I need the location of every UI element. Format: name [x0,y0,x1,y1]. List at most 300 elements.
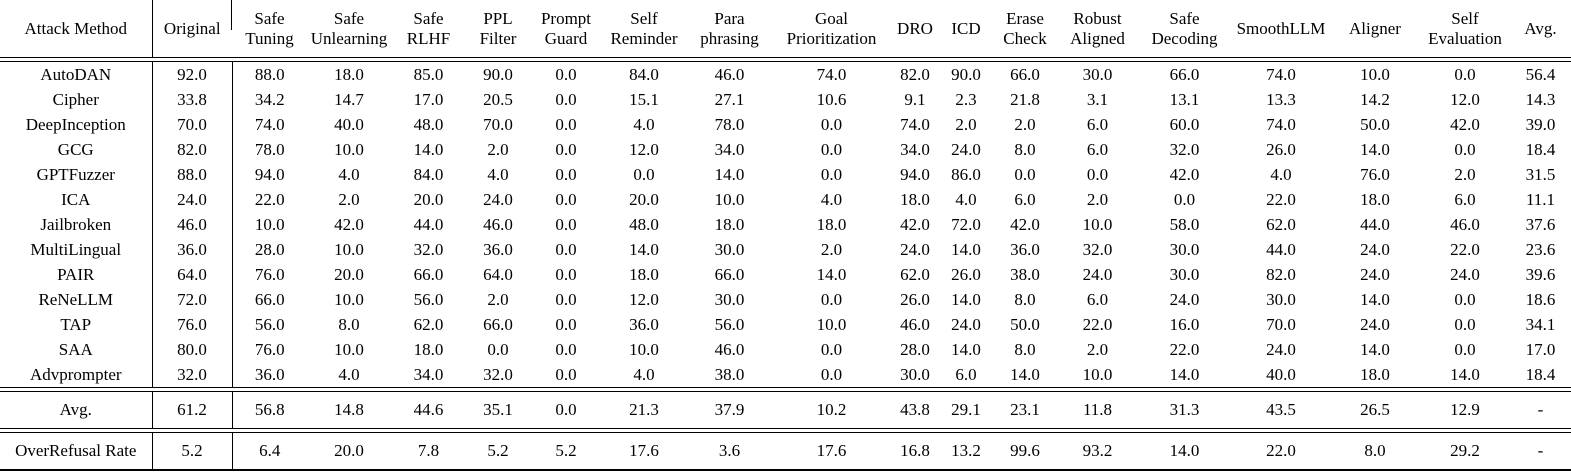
table-cell: 82.0 [900,64,930,84]
table-cell: 44.6 [413,400,444,420]
table-cell: 62.0 [1266,214,1296,234]
table-cell: 74.0 [254,114,285,134]
table-cell: 22.0 [1082,314,1113,334]
table-cell: 18.4 [1525,364,1556,384]
table-cell: 32.0 [1082,239,1113,259]
table-row-multilingual [0,237,1571,262]
table-cell: 99.6 [1010,441,1040,461]
table-cell: 37.9 [714,400,745,420]
table-cell: 17.0 [1525,339,1556,359]
table-cell: 4.0 [820,189,843,209]
table-cell: 36.0 [629,314,659,334]
table-cell: 18.0 [816,214,847,234]
table-cell: 10.0 [1360,64,1390,84]
table-cell: 0.0 [1014,164,1036,184]
table-row-pair [0,262,1571,287]
table-cell: 74.0 [1266,64,1296,84]
table-cell: 18.6 [1525,289,1556,309]
table-cell: 56.0 [714,314,745,334]
table-cell: 0.0 [820,339,843,359]
table-cell: 82.0 [1266,264,1296,284]
table-cell: 86.0 [951,164,981,184]
table-cell: 6.0 [1086,139,1109,159]
table-cell: 84.0 [413,164,444,184]
table-cell: 26.0 [900,289,930,309]
table-cell: 43.5 [1266,400,1296,420]
col-header-label-line: Safe [333,9,365,29]
col-header-goal-prioritization [773,0,890,57]
table-cell: 24.0 [1266,339,1296,359]
table-cell: 48.0 [413,114,444,134]
table-row-ica [0,187,1571,212]
table-cell: 13.3 [1266,89,1296,109]
table-cell: 0.0 [555,289,577,309]
table-cell: 26.0 [1266,139,1296,159]
table-cell: 21.8 [1010,89,1040,109]
table-row-renellm [0,287,1571,312]
table-cell: 64.0 [152,262,232,287]
table-row-cipher [0,87,1571,112]
table-cell: 10.0 [629,339,659,359]
col-header-label-line: Aligner [1349,18,1401,38]
col-header-label-line: Safe [254,9,285,29]
col-header-label-line: Unlearning [310,28,388,48]
table-cell: 14.0 [951,289,981,309]
table-cell: 2.3 [955,89,977,109]
table-cell: 0.0 [555,339,577,359]
table-cell: 56.8 [254,400,285,420]
table-cell: 24.0 [1082,264,1113,284]
table-cell: 40.0 [1266,364,1296,384]
table-row-gcg [0,137,1571,162]
table-cell: 46.0 [152,212,232,237]
table-cell: 23.6 [1525,239,1556,259]
table-cell: 10.2 [816,400,847,420]
table-cell: 0.0 [1454,139,1476,159]
table-cell: 76.0 [1360,164,1390,184]
table-cell: 8.0 [338,314,360,334]
table-cell: 31.5 [1525,164,1556,184]
table-cell: 24.0 [900,239,930,259]
table-cell: 18.0 [413,339,444,359]
table-cell: 36.0 [152,237,232,262]
table-row-gptfuzzer [0,162,1571,187]
col-header-ppl-filter [466,0,530,57]
table-cell: 14.0 [714,164,745,184]
table-cell: 6.4 [259,441,281,461]
row-label: ReNeLLM [0,287,152,312]
table-cell: 0.0 [820,289,843,309]
col-header-label-line: DRO [897,18,933,38]
table-cell: 20.0 [334,441,364,461]
table-cell: 34.0 [413,364,444,384]
row-label: TAP [0,312,152,337]
table-cell: 64.0 [483,264,513,284]
table-cell: 16.8 [900,441,930,461]
col-header-label-line: RLHF [406,28,451,48]
table-cell: 42.0 [1169,164,1200,184]
table-cell: 0.0 [555,164,577,184]
table-row-jailbroken [0,212,1571,237]
col-header-label-line: Para [714,9,745,29]
table-cell: 24.0 [1360,314,1390,334]
col-header-label-line: Goal [814,9,849,29]
table-cell: 12.0 [629,289,659,309]
table-cell: 10.6 [816,89,847,109]
col-header-label-line: Safe [413,9,444,29]
table-cell: 2.0 [1086,339,1109,359]
table-cell: 12.0 [1450,89,1480,109]
table-cell: 38.0 [714,364,745,384]
table-cell: 4.0 [338,364,360,384]
table-cell: 30.0 [1082,64,1113,84]
table-cell: 34.0 [900,139,930,159]
table-cell: 26.0 [951,264,981,284]
table-cell: 94.0 [900,164,930,184]
col-header-label-line: Prompt [540,9,592,29]
table-cell: 14.3 [1525,89,1556,109]
col-header-label-line: Self [1451,9,1479,29]
table-cell: 0.0 [555,64,577,84]
col-header-safe-unlearning [307,0,391,57]
col-header-safe-decoding [1137,0,1232,57]
table-cell: 10.0 [254,214,285,234]
table-cell: 4.0 [633,114,655,134]
table-cell: 46.0 [714,339,745,359]
row-label: Cipher [0,87,152,112]
table-cell: 17.0 [413,89,444,109]
table-cell: 66.0 [1010,64,1040,84]
table-cell: 11.1 [1525,189,1556,209]
table-cell: 14.0 [1010,364,1040,384]
table-cell: 4.0 [633,364,655,384]
table-cell: 2.0 [1086,189,1109,209]
table-cell: 22.0 [1450,239,1480,259]
col-header-aligner [1330,0,1420,57]
table-cell: 27.1 [714,89,745,109]
table-cell: 32.0 [152,362,232,387]
table-row-overrefusal-rate [0,433,1571,469]
table-cell: 66.0 [483,314,513,334]
table-cell: 13.2 [951,441,981,461]
table-cell: 10.0 [1082,214,1113,234]
row-label: OverRefusal Rate [0,433,152,469]
table-cell: 2.0 [955,114,977,134]
table-cell: 24.0 [1360,264,1390,284]
table-cell: 13.1 [1169,89,1200,109]
table-cell: 78.0 [714,114,745,134]
table-cell: 14.0 [1169,364,1200,384]
table-cell: 24.0 [152,187,232,212]
table-cell: 8.0 [1364,441,1386,461]
table-cell: 6.0 [955,364,977,384]
table-cell: 36.0 [254,364,285,384]
table-cell: 0.0 [633,164,655,184]
table-cell: 28.0 [254,239,285,259]
table-cell: 24.0 [483,189,513,209]
table-cell: 15.1 [629,89,659,109]
table-cell: 46.0 [483,214,513,234]
col-header-original [152,0,232,57]
table-cell: 23.1 [1010,400,1040,420]
table-cell: 78.0 [254,139,285,159]
table-cell: 20.0 [629,189,659,209]
table-cell: 43.8 [900,400,930,420]
table-cell: 32.0 [1169,139,1200,159]
table-cell: 0.0 [555,314,577,334]
table-cell: 10.0 [1082,364,1113,384]
row-label: SAA [0,337,152,362]
table-cell: 0.0 [555,264,577,284]
col-header-label-line: Check [1003,28,1047,48]
table-cell: 70.0 [1266,314,1296,334]
table-cell: 14.0 [1450,364,1480,384]
table-cell: 30.0 [1266,289,1296,309]
table-cell: 46.0 [1450,214,1480,234]
table-cell: 0.0 [820,139,843,159]
table-cell: 66.0 [254,289,285,309]
row-label: AutoDAN [0,62,152,87]
table-cell: 29.1 [951,400,981,420]
table-cell: 60.0 [1169,114,1200,134]
table-cell: 2.0 [338,189,360,209]
table-cell: 10.0 [334,139,364,159]
col-header-label-line: Reminder [610,28,678,48]
table-cell: 56.4 [1525,64,1556,84]
col-header-label-line: Aligned [1070,28,1125,48]
table-cell: 62.0 [900,264,930,284]
table-cell: 29.2 [1450,441,1480,461]
table-cell: 84.0 [629,64,659,84]
table-cell: 0.0 [555,114,577,134]
table-cell: 20.0 [413,189,444,209]
table-cell: 6.0 [1454,189,1476,209]
table-cell: 4.0 [338,164,360,184]
table-cell: 42.0 [1010,214,1040,234]
table-cell: 14.7 [334,89,364,109]
col-header-label-line: Erase [1006,9,1044,29]
table-cell: 6.0 [1086,114,1109,134]
table-cell: 14.2 [1360,89,1390,109]
table-cell: 70.0 [152,112,232,137]
col-header-dro [890,0,940,57]
table-cell: 11.8 [1082,400,1113,420]
col-header-label-line: Prioritization [786,28,877,48]
table-row-avg [0,392,1571,428]
table-cell: 4.0 [1270,164,1292,184]
table-cell: 14.0 [1360,339,1390,359]
table-cell: - [1537,441,1544,461]
table-cell: 0.0 [1454,314,1476,334]
table-cell: 88.0 [152,162,232,187]
col-header-label-line: SmoothLLM [1236,18,1326,38]
table-cell: 24.0 [951,139,981,159]
table-cell: 40.0 [334,114,364,134]
table-cell: 34.1 [1525,314,1556,334]
header-row [0,0,1571,57]
table-cell: 34.0 [714,139,745,159]
table-cell: 0.0 [555,214,577,234]
table-cell: 14.8 [334,400,364,420]
table-cell: 44.0 [1266,239,1296,259]
table-cell: 30.0 [900,364,930,384]
table-cell: 50.0 [1360,114,1390,134]
col-header-label-line: Filter [479,28,517,48]
table-cell: 22.0 [1266,441,1296,461]
col-header-label-line: PPL [483,9,513,29]
col-header-avg [1510,0,1571,57]
col-header-safe-tuning [232,0,307,57]
table-cell: 56.0 [254,314,285,334]
table-cell: 18.0 [334,64,364,84]
table-cell: 30.0 [714,289,745,309]
table-cell: 24.0 [1169,289,1200,309]
table-cell: 18.0 [1360,364,1390,384]
table-cell: 58.0 [1169,214,1200,234]
col-header-paraphrasing [686,0,773,57]
table-cell: 61.2 [152,392,232,428]
table-cell: 31.3 [1169,400,1200,420]
bottom-rule [0,469,1571,471]
table-cell: 24.0 [1450,264,1480,284]
row-label: DeepInception [0,112,152,137]
table-cell: 42.0 [900,214,930,234]
table-cell: 44.0 [1360,214,1390,234]
table-row-autodan [0,62,1571,87]
table-cell: 22.0 [1266,189,1296,209]
table-cell: 14.0 [1169,441,1200,461]
table-cell: 80.0 [152,337,232,362]
table-row-deepinception [0,112,1571,137]
table-cell: 10.0 [334,339,364,359]
table-row-saa [0,337,1571,362]
table-row-tap [0,312,1571,337]
table-cell: 14.0 [951,339,981,359]
table-cell: 12.9 [1450,400,1480,420]
table-cell: 44.0 [413,214,444,234]
table-cell: 14.0 [951,239,981,259]
row-label: ICA [0,187,152,212]
row-label: GCG [0,137,152,162]
table-cell: 39.6 [1525,264,1556,284]
table-row-advprompter [0,362,1571,387]
table-cell: 2.0 [1014,114,1036,134]
col-header-label-line: Evaluation [1428,28,1502,48]
single-rule-line [0,469,1571,471]
table-cell: 30.0 [1169,239,1200,259]
table-cell: 82.0 [152,137,232,162]
table-cell: 0.0 [1173,189,1196,209]
col-header-label-line: Attack Method [24,18,127,38]
table-cell: 46.0 [714,64,745,84]
row-label: Jailbroken [0,212,152,237]
table-body [0,62,1571,471]
table-cell: 0.0 [1086,164,1109,184]
table-cell: 10.0 [714,189,745,209]
table-cell: 8.0 [1014,289,1036,309]
table-cell: 24.0 [951,314,981,334]
table-cell: 30.0 [714,239,745,259]
table-cell: 14.0 [413,139,444,159]
table-cell: 0.0 [820,364,843,384]
table-cell: 34.2 [254,89,285,109]
table-cell: 6.0 [1014,189,1036,209]
table-cell: 35.1 [483,400,513,420]
table-cell: 22.0 [1169,339,1200,359]
table-cell: 37.6 [1525,214,1556,234]
table-cell: 22.0 [254,189,285,209]
table-cell: 88.0 [254,64,285,84]
table-cell: 0.0 [1454,289,1476,309]
table-cell: 66.0 [1169,64,1200,84]
col-header-prompt-guard [530,0,602,57]
table-cell: 36.0 [483,239,513,259]
table-cell: 14.0 [1360,289,1390,309]
table-cell: 8.0 [1014,139,1036,159]
row-label: Advprompter [0,362,152,387]
table-cell: 0.0 [555,139,577,159]
col-header-safe-rlhf [391,0,466,57]
table-cell: 92.0 [152,62,232,87]
table-cell: 18.0 [1360,189,1390,209]
table-cell: 5.2 [152,433,232,469]
table-cell: 16.0 [1169,314,1200,334]
table-cell: 28.0 [900,339,930,359]
col-header-label-line: Self [630,9,658,29]
table-cell: 0.0 [1454,64,1476,84]
table-cell: 17.6 [629,441,659,461]
col-header-label-line: phrasing [700,28,759,48]
table-cell: 42.0 [334,214,364,234]
table-cell: 12.0 [629,139,659,159]
row-label: PAIR [0,262,152,287]
table-cell: 93.2 [1082,441,1113,461]
table-cell: 18.0 [629,264,659,284]
table-cell: 74.0 [816,64,847,84]
table-cell: 50.0 [1010,314,1040,334]
table-cell: 56.0 [413,289,444,309]
table-cell: 10.0 [334,239,364,259]
table-cell: 0.0 [1454,339,1476,359]
table-cell: 32.0 [483,364,513,384]
col-header-label-line: Tuning [245,28,294,48]
table-cell: 0.0 [820,164,843,184]
table-cell: 90.0 [483,64,513,84]
col-header-robust-aligned [1058,0,1137,57]
table-cell: 4.0 [955,189,977,209]
table-cell: 74.0 [900,114,930,134]
table-cell: 0.0 [555,189,577,209]
col-header-label-line: ICD [951,18,981,38]
table-cell: 2.0 [487,289,509,309]
table-cell: 14.0 [816,264,847,284]
col-header-label-line: Safe [1169,9,1200,29]
table-cell: 0.0 [820,114,843,134]
table-cell: 18.0 [714,214,745,234]
table-cell: 32.0 [413,239,444,259]
table-cell: 76.0 [152,312,232,337]
col-header-icd [940,0,992,57]
table-cell: 4.0 [487,164,509,184]
table-cell: 70.0 [483,114,513,134]
table-cell: 0.0 [555,364,577,384]
table-cell: 39.0 [1525,114,1556,134]
table-cell: 20.0 [334,264,364,284]
table-cell: 42.0 [1450,114,1480,134]
col-header-label-line: Decoding [1151,28,1218,48]
table-cell: 17.6 [816,441,847,461]
table-cell: 2.0 [820,239,843,259]
